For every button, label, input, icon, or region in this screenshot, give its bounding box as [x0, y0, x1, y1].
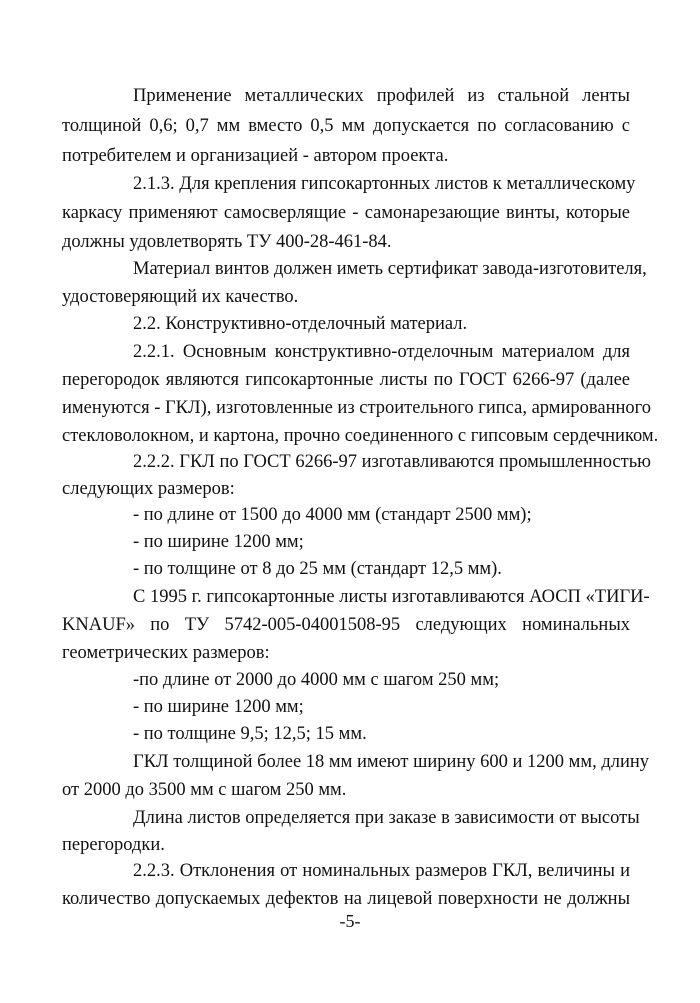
text-line: толщиной 0,6; 0,7 мм вместо 0,5 мм допускается по согласованию с	[62, 116, 630, 136]
text-line: перегородок являются гипсокартонные листы по ГОСТ 6266-97 (далее	[62, 370, 630, 390]
text-line: Длина листов определяется при заказе в зависимости от высоты	[133, 808, 640, 828]
text-line: 2.2.2. ГКЛ по ГОСТ 6266-97 изготавливаются промышленностью	[133, 452, 651, 472]
list-item: - по ширине 1200 мм;	[133, 697, 304, 717]
text-line: количество допускаемых дефектов на лицевой поверхности не должны	[62, 889, 630, 909]
list-item: - по длине от 1500 до 4000 мм (стандарт 2500 мм);	[133, 505, 532, 525]
text-line: удостоверяющий их качество.	[62, 287, 299, 307]
text-line: перегородки.	[62, 835, 165, 855]
text-line: именуются - ГКЛ), изготовленные из строительного гипса, армированного	[62, 398, 651, 418]
text-line: геометрических размеров:	[62, 643, 270, 663]
text-line: KNAUF» по ТУ 5742-005-04001508-95 следующих номинальных	[62, 615, 630, 635]
list-item: - по толщине 9,5; 12,5; 15 мм.	[133, 724, 367, 744]
text-line: потребителем и организацией - автором проекта.	[62, 146, 449, 166]
text-line: 2.1.3. Для крепления гипсокартонных листов к металлическому	[133, 174, 636, 194]
text-line: Материал винтов должен иметь сертификат завода-изготовителя,	[133, 259, 647, 279]
text-line: 2.2. Конструктивно-отделочный материал.	[133, 314, 468, 334]
list-item: - по толщине от 8 до 25 мм (стандарт 12,5 мм).	[133, 559, 502, 579]
text-line: от 2000 до 3500 мм с шагом 250 мм.	[62, 780, 347, 800]
text-line: С 1995 г. гипсокартонные листы изготавливаются АОСП «ТИГИ-	[133, 587, 650, 607]
text-line: следующих размеров:	[62, 479, 235, 499]
page-number: -5-	[339, 911, 361, 931]
text-line: должны удовлетворять ТУ 400-28-461-84.	[62, 232, 392, 252]
text-line: 2.2.3. Отклонения от номинальных размеров ГКЛ, величины и	[133, 861, 630, 881]
text-line: каркасу применяют самосверлящие - самонарезающие винты, которые	[62, 203, 630, 223]
list-item: -по длине от 2000 до 4000 мм с шагом 250 мм;	[133, 670, 500, 690]
text-line: 2.2.1. Основным конструктивно-отделочным материалом для	[133, 342, 630, 362]
list-item: - по ширине 1200 мм;	[133, 532, 304, 552]
text-line: стекловолокном, и картона, прочно соединенного с гипсовым сердечником.	[62, 426, 659, 446]
text-line: ГКЛ толщиной более 18 мм имеют ширину 600 и 1200 мм, длину	[133, 752, 650, 772]
text-line: Применение металлических профилей из стальной ленты	[133, 86, 630, 106]
